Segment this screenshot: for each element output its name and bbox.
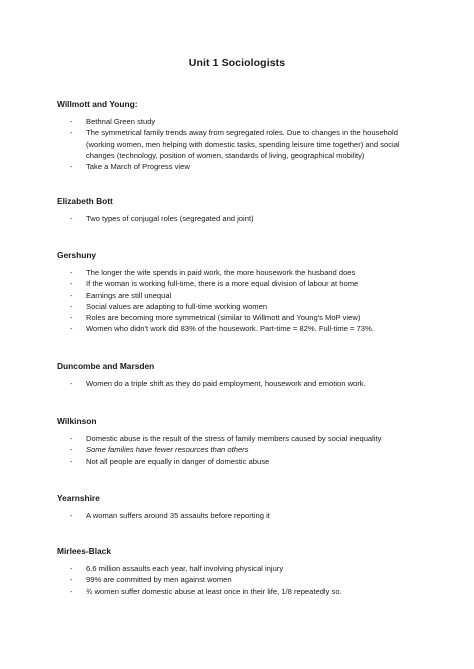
bullet-marker: - — [70, 511, 73, 520]
bullet-marker: - — [70, 456, 73, 466]
list-item: - Two types of conjugal roles (segregated and joint) — [70, 214, 254, 223]
list-item: - Not all people are equally in danger of domestic abuse — [70, 456, 270, 466]
bullet-marker: - — [70, 379, 73, 388]
list-item: - Earnings are still unequal — [70, 290, 172, 300]
section-heading: Gershuny — [57, 250, 97, 260]
section-wilkinson — [57, 416, 417, 467]
bullet-marker: - — [70, 117, 73, 126]
list-item: - The longer the wife spends in paid work, the more housework the husband does — [70, 268, 356, 277]
section-gershuny — [57, 250, 417, 335]
list-item: - 99% are committed by men against women — [70, 575, 232, 585]
section-mirlees-black — [57, 546, 417, 597]
bullet-marker: - — [70, 445, 73, 455]
section-elizabeth-bott — [57, 196, 417, 224]
list-item: - If the woman is working full-time, there is a more equal division of labour at home — [70, 279, 359, 289]
list-item: - Women do a triple shift as they do paid employment, housework and emotion work. — [70, 379, 366, 388]
list-item: - 6.6 million assaults each year, half involving physical injury — [70, 564, 284, 573]
bullet-marker: - — [70, 313, 73, 323]
section-duncombe-marsden — [57, 361, 417, 389]
bullet-marker: - — [70, 290, 73, 300]
list-item: - The symmetrical family trends away from segregated roles. Due to changes in the household (working women, men helping with domestic tasks, spending leisure time together) and social changes (technology, position of women, standards of living, geographical mobility) — [70, 128, 400, 160]
bullet-marker: - — [70, 128, 73, 138]
page-title: Unit 1 Sociologists — [188, 57, 286, 69]
list-item: - Roles are becoming more symmetrical (similar to Willmott and Young's MoP view) — [70, 313, 361, 323]
bullet-marker: - — [70, 324, 73, 334]
item-list — [57, 378, 417, 389]
item-list — [57, 116, 417, 172]
bullet-marker: - — [70, 564, 73, 573]
list-item: - A woman suffers around 35 assaults before reporting it — [70, 511, 270, 520]
item-list — [57, 563, 417, 597]
bullet-marker: - — [70, 301, 73, 311]
item-list — [57, 213, 417, 224]
section-heading: Duncombe and Marsden — [57, 361, 155, 371]
item-list — [57, 433, 417, 467]
bullet-marker: - — [70, 434, 73, 443]
list-item: - ¾ women suffer domestic abuse at least once in their life, 1/8 repeatedly so. — [70, 586, 342, 596]
bullet-marker: - — [70, 586, 73, 596]
section-heading: Yearnshire — [57, 493, 100, 503]
list-item: - Women who didn't work did 83% of the housework. Part-time = 82%. Full-time = 73%. — [70, 324, 374, 334]
section-heading: Wilkinson — [57, 416, 97, 426]
section-heading: Willmott and Young: — [57, 99, 138, 109]
list-item: - Social values are adapting to full-time working women — [70, 301, 268, 311]
list-item: - Some families have fewer resources than others — [70, 445, 249, 455]
section-willmott-young — [57, 99, 417, 172]
section-yearnshire — [57, 493, 417, 521]
bullet-marker: - — [70, 268, 73, 277]
section-heading: Elizabeth Bott — [57, 196, 113, 206]
bullet-marker: - — [70, 279, 73, 289]
bullet-marker: - — [70, 575, 73, 585]
list-item: - Take a March of Progress view — [70, 162, 190, 172]
item-list — [57, 510, 417, 521]
item-list — [57, 267, 417, 335]
list-item: - Domestic abuse is the result of the stress of family members caused by social inequality — [70, 434, 382, 443]
section-heading: Mirlees-Black — [57, 546, 111, 556]
bullet-marker: - — [70, 162, 73, 172]
list-item: - Bethnal Green study — [70, 117, 156, 126]
bullet-marker: - — [70, 214, 73, 223]
